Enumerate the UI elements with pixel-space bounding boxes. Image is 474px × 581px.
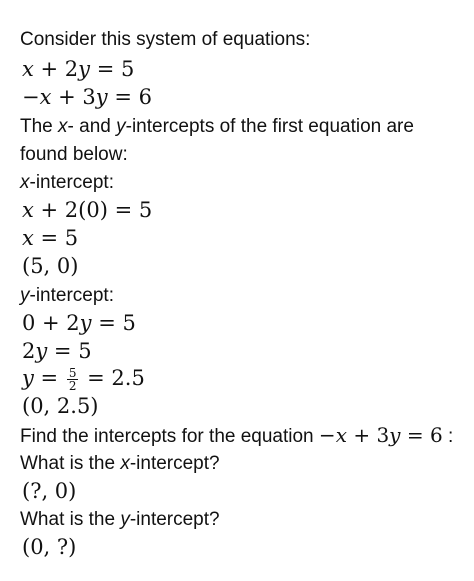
y-intercept-heading: y-intercept: <box>20 285 114 306</box>
task-equation: −x + 3y = 6 <box>318 423 443 447</box>
x-intercept-heading: x-intercept: <box>20 172 114 193</box>
y-intercept-step-2: 2y = 5 <box>22 339 92 363</box>
system-equation-1: x + 2y = 5 <box>22 57 135 81</box>
question-y-intercept: What is the y-intercept? <box>20 509 220 530</box>
answer-template-x-intercept: (?, 0) <box>22 479 77 503</box>
system-equation-2: −x + 3y = 6 <box>22 85 152 109</box>
question-x-intercept: What is the x-intercept? <box>20 453 220 474</box>
x-intercept-point: (5, 0) <box>22 254 79 278</box>
fraction-five-halves: $\frac{5}{2}$ <box>68 366 77 393</box>
x-intercept-step-2: x = 5 <box>22 226 79 250</box>
explanation-line-2: found below: <box>20 144 128 165</box>
y-intercept-step-3: y = $\frac{5}{2}$ = 2.5 <box>22 366 145 393</box>
y-intercept-step-1: 0 + 2y = 5 <box>22 311 136 335</box>
task-prompt: Find the intercepts for the equation −x + 3y = 6 : <box>20 423 454 447</box>
explanation-line-1: The x- and y-intercepts of the first equation are <box>20 116 414 137</box>
y-intercept-point: (0, 2.5) <box>22 394 99 418</box>
x-intercept-step-1: x + 2(0) = 5 <box>22 198 153 222</box>
answer-template-y-intercept: (0, ?) <box>22 535 77 559</box>
intro-text: Consider this system of equations: <box>20 29 311 50</box>
